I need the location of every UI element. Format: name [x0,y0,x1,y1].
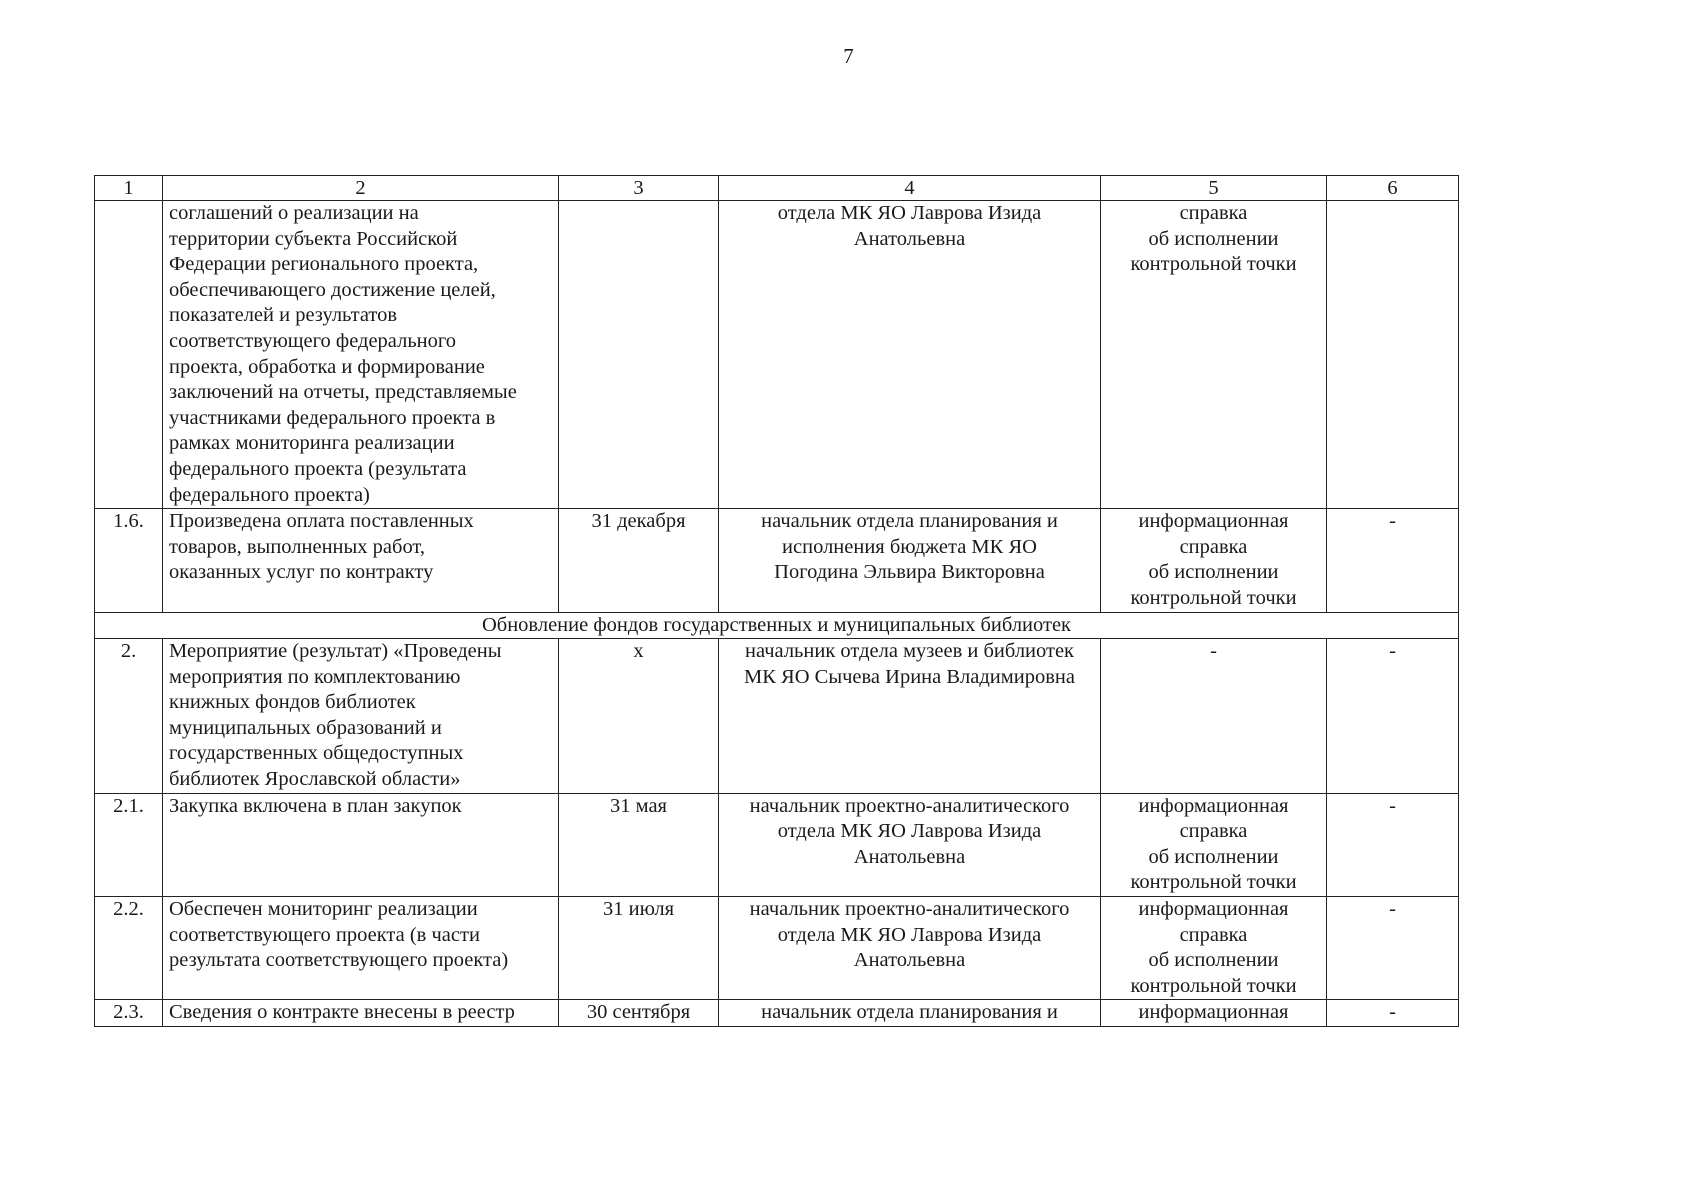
row-number: 2.1. [95,793,163,896]
row-note: - [1327,639,1459,794]
table-row [95,793,1459,896]
column-number-row [95,176,1459,201]
row-note: - [1327,509,1459,612]
row-deadline: 31 мая [559,793,719,896]
row-responsible: начальник отдела музеев и библиотек МК ЯО Сычева Ирина Владимировна [719,639,1101,794]
table-row [95,639,1459,794]
row-number: 1.6. [95,509,163,612]
section-row [95,612,1459,639]
row-description: Произведена оплата поставленных товаров, выполненных работ, оказанных услуг по контракту [163,509,559,612]
row-description: Мероприятие (результат) «Проведены мероприятия по комплектованию книжных фондов библиотек муниципальных образований и государственных общедоступных библиотек Ярославской области» [163,639,559,794]
row-note: - [1327,897,1459,1000]
column-number: 4 [719,176,1101,201]
row-deadline: 30 сентября [559,1000,719,1027]
row-description: Сведения о контракте внесены в реестр [163,1000,559,1027]
row-document: справка об исполнении контрольной точки [1101,201,1327,509]
row-number: 2.2. [95,897,163,1000]
page-number: 7 [843,44,854,68]
row-document: информационная [1101,1000,1327,1027]
row-note: - [1327,793,1459,896]
row-description: соглашений о реализации на территории субъекта Российской Федерации регионального проекта, обеспечивающего достижение целей, показателей и результатов соответствующего федерального проекта, обработка и формирование заключений на отчеты, представляемые участниками федерального проекта в рамках мониторинга реализации федерального проекта (результата федерального проекта) [163,201,559,509]
row-deadline: х [559,639,719,794]
row-description: Закупка включена в план закупок [163,793,559,896]
column-number: 6 [1327,176,1459,201]
row-responsible: начальник проектно-аналитического отдела МК ЯО Лаврова Изида Анатольевна [719,793,1101,896]
row-deadline [559,201,719,509]
row-number: 2. [95,639,163,794]
column-number: 1 [95,176,163,201]
table-row [95,509,1459,612]
row-number: 2.3. [95,1000,163,1027]
section-title: Обновление фондов государственных и муниципальных библиотек [95,612,1459,639]
row-responsible: начальник отдела планирования и [719,1000,1101,1027]
table-row [95,1000,1459,1027]
row-document: - [1101,639,1327,794]
row-note [1327,201,1459,509]
row-responsible: начальник отдела планирования и исполнения бюджета МК ЯО Погодина Эльвира Викторовна [719,509,1101,612]
column-number: 5 [1101,176,1327,201]
row-document: информационная справка об исполнении контрольной точки [1101,897,1327,1000]
row-responsible: отдела МК ЯО Лаврова Изида Анатольевна [719,201,1101,509]
row-note: - [1327,1000,1459,1027]
row-deadline: 31 июля [559,897,719,1000]
row-number [95,201,163,509]
row-deadline: 31 декабря [559,509,719,612]
column-number: 2 [163,176,559,201]
column-number: 3 [559,176,719,201]
table-row [95,897,1459,1000]
row-document: информационная справка об исполнении контрольной точки [1101,793,1327,896]
plan-table [94,175,1459,1027]
row-description: Обеспечен мониторинг реализации соответствующего проекта (в части результата соответствующего проекта) [163,897,559,1000]
row-document: информационная справка об исполнении контрольной точки [1101,509,1327,612]
table-row [95,201,1459,509]
row-responsible: начальник проектно-аналитического отдела МК ЯО Лаврова Изида Анатольевна [719,897,1101,1000]
